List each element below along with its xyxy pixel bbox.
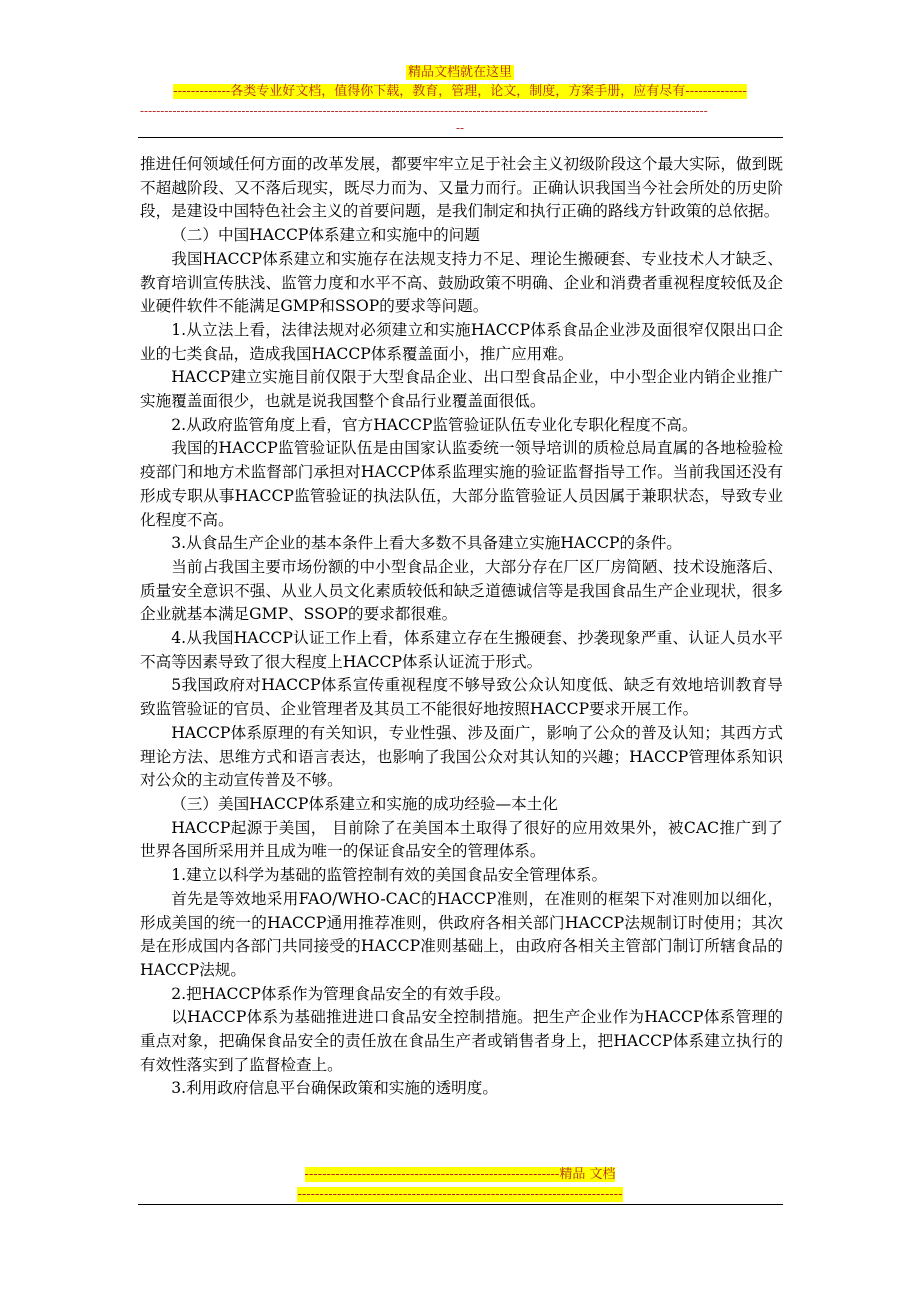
footer-line-1 xyxy=(0,1166,920,1183)
paragraph: 2.把HACCP体系作为管理食品安全的有效手段。 xyxy=(171,984,511,1003)
header-divider xyxy=(138,137,783,138)
paragraph: 我国HACCP体系建立和实施存在法规支持力不足、理论生搬硬套、专业技术人才缺乏、教育培训宣传肤浅、监管力度和水平不高、鼓励政策不明确、企业和消费者重视程度较低及企业硬件软件不能满足GMP和SSOP的要求等问题。 xyxy=(140,249,783,316)
paragraph: 3.从食品生产企业的基本条件上看大多数不具备建立实施HACCP的条件。 xyxy=(171,534,682,553)
paragraph: 以HACCP体系为基础推进进口食品安全控制措施。把生产企业作为HACCP体系管理的重点对象，把确保食品安全的责任放在食品生产者或销售者身上，把HACCP体系建立执行的有效性落实到了监督检查上。 xyxy=(140,1008,783,1074)
paragraph: 2.从政府监管角度上看，官方HACCP监管验证队伍专业化专职化程度不高。 xyxy=(171,415,698,434)
paragraph: 3.利用政府信息平台确保政策和实施的透明度。 xyxy=(171,1079,498,1098)
paragraph: 1.从立法上看，法律法规对必须建立和实施HACCP体系食品企业涉及面很窄仅限出口企业的七类食品，造成我国HACCP体系覆盖面小，推广应用难。 xyxy=(140,320,783,363)
section-heading: （三）美国HACCP体系建立和实施的成功经验—本土化 xyxy=(171,794,558,813)
document-body xyxy=(140,153,783,1101)
footer-line-2 xyxy=(0,1186,920,1203)
footer-line-2-text: -------------------------------------------------------------------------- xyxy=(297,1187,623,1202)
paragraph: 推进任何领域任何方面的改革发展，都要牢牢立足于社会主义初级阶段这个最大实际，做到既不超越阶段、又不落后现实，既尽力而为、又量力而行。正确认识我国当今社会所处的历史阶段，是建设中国特色社会主义的首要问题，是我们制定和执行正确的路线方针政策的总依据。 xyxy=(140,155,783,221)
paragraph: HACCP体系原理的有关知识，专业性强、涉及面广，影响了公众的普及认知；其西方式理论方法、思维方式和语言表达，也影响了我国公众对其认知的兴趣；HACCP管理体系知识对公众的主动宣传普及不够。 xyxy=(140,723,783,790)
paragraph: 我国的HACCP监管验证队伍是由国家认监委统一领导培训的质检总局直属的各地检验检疫部门和地方术监督部门承担对HACCP体系监理实施的验证监督指导工作。当前我国还没有形成专职从事HACCP监管验证的执法队伍，大部分监管验证人员因属于兼职状态，导致专业化程度不高。 xyxy=(140,439,783,529)
header-title xyxy=(0,64,920,81)
header-slogan xyxy=(0,83,920,100)
header-title-text: 精品文档就在这里 xyxy=(407,65,512,80)
section-heading: （二）中国HACCP体系建立和实施中的问题 xyxy=(171,226,480,245)
header-dash-line: -------------------------------------------------------------------------------------------------------------------------------------------- xyxy=(140,104,708,118)
footer-line-1-text: ----------------------------------------------------------精品 文档 xyxy=(304,1167,616,1182)
paragraph: 当前占我国主要市场份额的中小型食品企业，大部分存在厂区厂房简陋、技术设施落后、质量安全意识不强、从业人员文化素质较低和缺乏道德诚信等是我国食品生产企业现状，很多企业就基本满足GMP、SSOP的要求都很难。 xyxy=(140,557,783,624)
paragraph: HACCP起源于美国， 目前除了在美国本土取得了很好的应用效果外，被CAC推广到了世界各国所采用并且成为唯一的保证食品安全的管理体系。 xyxy=(140,818,783,861)
header-dash-tail: -- xyxy=(455,121,465,135)
paragraph: 5我国政府对HACCP体系宣传重视程度不够导致公众认知度低、缺乏有效地培训教育导致监管验证的官员、企业管理者及其员工不能很好地按照HACCP要求开展工作。 xyxy=(140,676,783,719)
paragraph: 4.从我国HACCP认证工作上看，体系建立存在生搬硬套、抄袭现象严重、认证人员水平不高等因素导致了很大程度上HACCP体系认证流于形式。 xyxy=(140,629,783,671)
paragraph: 首先是等效地采用FAO/WHO-CAC的HACCP准则，在准则的框架下对准则加以细化，形成美国的统一的HACCP通用推荐准则，供政府各相关部门HACCP法规制订时使用；其次是在形成国内各部门共同接受的HACCP准则基础上，由政府各相关主管部门制订所辖食品的HACCP法规。 xyxy=(140,889,783,979)
paragraph: 1.建立以科学为基础的监管控制有效的美国食品安全管理体系。 xyxy=(171,866,608,885)
header-slogan-text: -------------各类专业好文档，值得你下载，教育，管理，论文，制度，方案手册，应有尽有-------------- xyxy=(173,84,747,99)
paragraph: HACCP建立实施目前仅限于大型食品企业、出口型食品企业，中小型企业内销企业推广实施覆盖面很少，也就是说我国整个食品行业覆盖面很低。 xyxy=(140,368,783,411)
footer-divider xyxy=(138,1204,783,1205)
